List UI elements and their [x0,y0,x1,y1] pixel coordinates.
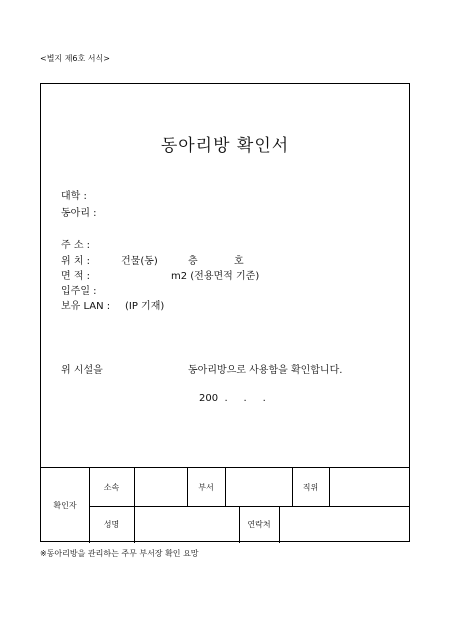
statement-prefix: 위 시설을 [61,365,103,376]
area-label: 면 적 : [61,271,91,282]
university-label: 대학 : [61,191,87,202]
statement-suffix: 동아리방으로 사용함을 확인합니다. [188,365,343,376]
form-number-label: <별지 제6호 서식> [40,54,110,63]
affiliation-value-cell[interactable] [134,468,187,506]
club-label: 동아리 : [61,208,97,219]
name-header: 성명 [103,520,120,529]
confirmer-header: 확인자 [53,501,77,510]
document-title: 동아리방 확인서 [160,136,290,156]
statement-date: 200 . . . [199,393,266,404]
form-frame [40,83,410,542]
lan-label: 보유 LAN : [61,301,111,312]
confirmation-table [41,467,409,543]
contact-header: 연락처 [247,520,271,529]
footnote: ※동아리방을 관리하는 주무 부서장 확인 요망 [40,549,199,558]
name-value-cell[interactable] [134,506,239,543]
area-unit-label: m2 (전용면적 기준) [171,271,260,282]
department-value-cell[interactable] [225,468,292,506]
floor-label: 층 [188,256,198,267]
lan-note-label: (IP 기재) [125,301,165,312]
department-header: 부서 [198,482,214,492]
move-in-date-label: 입주일 : [61,286,97,297]
position-value-cell[interactable] [329,468,409,506]
location-label: 위 치 : [61,256,91,267]
affiliation-header: 소속 [103,482,120,492]
building-label: 건물(동) [121,256,158,267]
room-label: 호 [234,256,244,267]
position-header: 직위 [302,482,319,492]
contact-value-cell[interactable] [279,506,409,543]
address-label: 주 소 : [61,240,91,251]
